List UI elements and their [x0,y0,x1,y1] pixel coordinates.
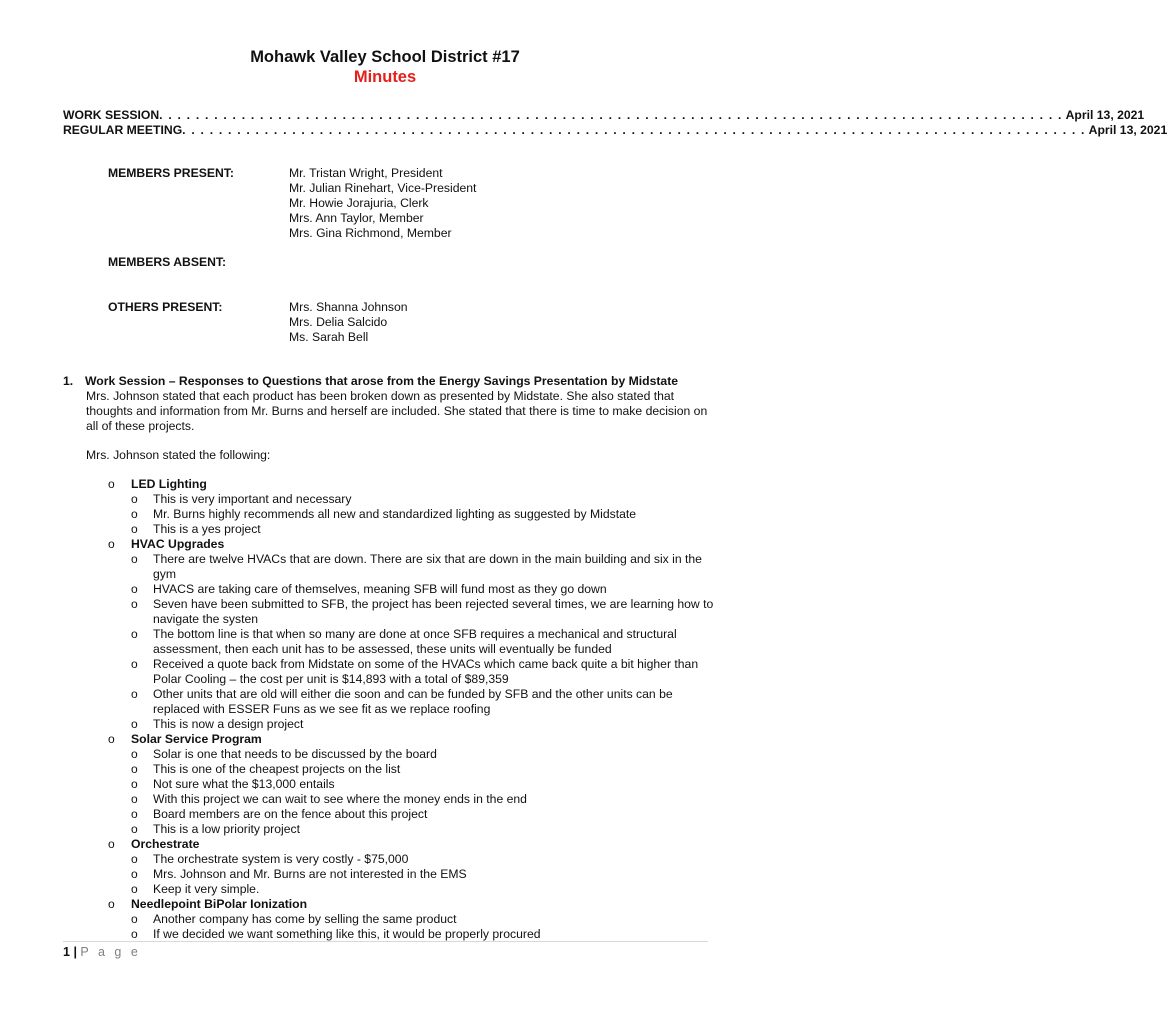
sub-item-text: This is one of the cheapest projects on the list [153,762,401,776]
section-number: 1. [63,374,74,388]
sub-item [131,747,716,762]
sub-item [131,507,716,522]
sub-item-text: Mr. Burns highly recommends all new and standardized lighting as suggested by Midstate [153,507,637,521]
sub-item-text: Keep it very simple. [153,882,260,896]
other-name: Ms. Sarah Bell [289,330,369,344]
sub-item-text: Other units that are old will either die soon and can be funded by SFB and the other units can be replaced with ESSER Funs as we see fit as we replace roofing [153,687,673,716]
sub-item [131,492,716,507]
bullet-marker: o [131,582,138,596]
bullet-marker: o [108,837,115,851]
section-1-intro: Mrs. Johnson stated the following: [86,448,271,462]
bullet-marker: o [108,897,115,911]
bullet-marker: o [131,597,138,611]
bullet-marker: o [131,627,138,641]
sub-item-text: Board members are on the fence about this project [153,807,428,821]
section-title: Work Session – Responses to Questions that arose from the Energy Savings Presentation by Midstate [85,374,679,388]
bullet-marker: o [131,927,138,941]
member-name: Mr. Julian Rinehart, Vice-President [289,181,477,195]
sub-item-text: With this project we can wait to see where the money ends in the end [153,792,527,806]
bullet-marker: o [131,792,138,806]
topic-item [86,837,716,897]
work-session-line [63,108,1145,122]
bullet-marker: o [131,747,138,761]
topic-heading: Solar Service Program [131,732,262,746]
sub-item-text: This is very important and necessary [153,492,352,506]
other-name: Mrs. Delia Salcido [289,315,388,329]
topic-item [86,732,716,837]
bullet-marker: o [131,882,138,896]
sub-item-text: This is a low priority project [153,822,300,836]
bullet-marker: o [131,507,138,521]
section-1-paragraph: Mrs. Johnson stated that each product has been broken down as presented by Midstate. She also stated that thoughts and information from Mr. Burns and herself are included. She stated that there is time to make decision on all of these projects. [86,389,708,433]
sub-item [131,807,716,822]
member-name: Mrs. Gina Richmond, Member [289,226,452,240]
sub-item-text: Solar is one that needs to be discussed by the board [153,747,437,761]
leader-dots: . . . . . . . . . . . . . . . . . . . . . . . . . . . . . . . . . . . . . . . . . . . . . . . . . . . . . . . . . . . . . . . . . . . . . . . . . . . . . . . . . . . . . . . . . . . . . . . . . . . [159,108,1063,122]
topic-item [86,477,716,537]
page-number: 1 [63,945,70,959]
sub-item [131,522,716,537]
bullet-marker: o [131,762,138,776]
sub-item [131,792,716,807]
bullet-marker: o [131,717,138,731]
regular-meeting-date: April 13, 2021 [1088,123,1167,137]
sub-item-text: Received a quote back from Midstate on some of the HVACs which came back quite a bit higher than Polar Cooling – the cost per unit is $14,893 with a total of $89,359 [153,657,699,686]
sub-item [131,597,716,627]
bullet-marker: o [108,477,115,491]
sub-item-text: HVACS are taking care of themselves, meaning SFB will fund most as they go down [153,582,607,596]
regular-meeting-line [63,123,1167,137]
others-present-label: OTHERS PRESENT: [108,300,223,314]
sub-item-text: There are twelve HVACs that are down. There are six that are down in the main building and six in the gym [153,552,702,581]
sub-item [131,687,716,717]
bullet-marker: o [131,852,138,866]
sub-item-text: This is a yes project [153,522,261,536]
document-subtitle: Minutes [353,68,417,86]
topic-item [86,537,716,732]
others-present-list [289,300,408,345]
footer-separator: | [73,945,77,959]
sub-item [131,822,716,837]
bullet-marker: o [108,732,115,746]
sub-item-text: Mrs. Johnson and Mr. Burns are not interested in the EMS [153,867,467,881]
sub-item [131,582,716,597]
member-name: Mr. Tristan Wright, President [289,166,443,180]
bullet-marker: o [108,537,115,551]
bullet-marker: o [131,912,138,926]
work-session-label: WORK SESSION [63,108,160,122]
sub-item [131,627,716,657]
member-name: Mr. Howie Jorajuria, Clerk [289,196,429,210]
sub-item-text: Seven have been submitted to SFB, the project has been rejected several times, we are learning how to navigate the systen [153,597,714,626]
sub-item [131,762,716,777]
bullet-marker: o [131,867,138,881]
members-present-list [289,166,476,241]
topic-heading: Needlepoint BiPolar Ionization [131,897,308,911]
leader-dots: . . . . . . . . . . . . . . . . . . . . . . . . . . . . . . . . . . . . . . . . . . . . . . . . . . . . . . . . . . . . . . . . . . . . . . . . . . . . . . . . . . . . . . . . . . . . . . . . . . . [182,123,1086,137]
sub-item-text: If we decided we want something like this, it would be properly procured [153,927,541,941]
topic-item [86,897,716,942]
sub-item [131,867,716,882]
sub-item [131,882,716,897]
sub-item [131,717,716,732]
page-footer [63,945,141,959]
sub-item [131,852,716,867]
bullet-marker: o [131,552,138,566]
members-present-label: MEMBERS PRESENT: [108,166,234,180]
footer-divider [63,941,708,942]
member-name: Mrs. Ann Taylor, Member [289,211,424,225]
regular-meeting-label: REGULAR MEETING [63,123,183,137]
sub-item-text: Another company has come by selling the same product [153,912,457,926]
sub-item-text: The bottom line is that when so many are done at once SFB requires a mechanical and structural assessment, then each unit has to be assessed, these units will eventually be funded [153,627,677,656]
topic-heading: HVAC Upgrades [131,537,225,551]
sub-item [131,657,716,687]
sub-item [131,927,716,942]
section-1-heading [63,374,713,388]
document-title: Mohawk Valley School District #17 [250,48,520,66]
page-label: P a g e [80,945,141,959]
topic-heading: LED Lighting [131,477,207,491]
bullet-marker: o [131,822,138,836]
members-absent-label: MEMBERS ABSENT: [108,255,227,269]
bullet-marker: o [131,807,138,821]
sub-item-text: The orchestrate system is very costly - $75,000 [153,852,409,866]
other-name: Mrs. Shanna Johnson [289,300,408,314]
sub-item [131,912,716,927]
bullet-marker: o [131,657,138,671]
bullet-marker: o [131,687,138,701]
sub-item [131,777,716,792]
bullet-marker: o [131,522,138,536]
topic-list [86,477,716,942]
bullet-marker: o [131,492,138,506]
sub-item-text: This is now a design project [153,717,304,731]
bullet-marker: o [131,777,138,791]
topic-heading: Orchestrate [131,837,200,851]
work-session-date: April 13, 2021 [1065,108,1145,122]
sub-item-text: Not sure what the $13,000 entails [153,777,335,791]
sub-item [131,552,716,582]
